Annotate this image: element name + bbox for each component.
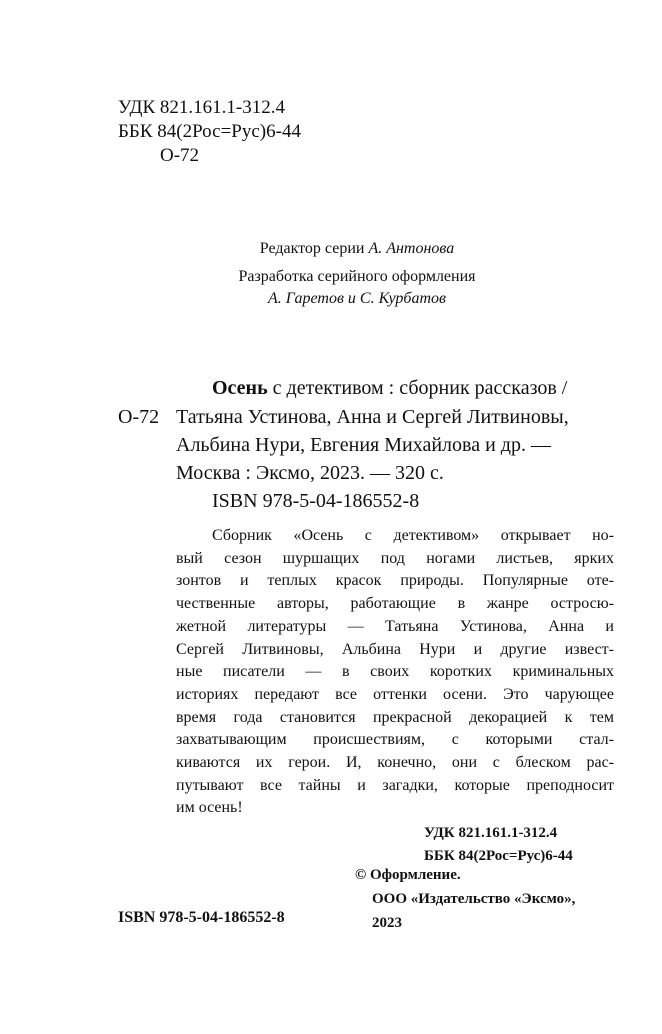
annotation bbox=[176, 525, 614, 820]
bottom-udk: УДК 821.161.1-312.4 bbox=[424, 825, 558, 841]
biblio-title-line bbox=[212, 374, 567, 402]
annotation-line: жетной литературы — Татьяна Устинова, Анна и bbox=[176, 617, 614, 635]
annotation-line: захватывающим происшествиям, с которыми стал- bbox=[176, 731, 614, 749]
biblio-publisher-line: Москва : Эксмо, 2023. — 320 с. bbox=[176, 462, 444, 484]
copyright-line1: © Оформление. bbox=[355, 867, 461, 883]
series-editor-name: А. Антонова bbox=[368, 240, 455, 257]
design-names: А. Гаретов и С. Курбатов bbox=[268, 290, 446, 307]
bottom-bbk: ББК 84(2Рос=Рус)6-44 bbox=[424, 848, 573, 864]
copyright-line2: ООО «Издательство «Эксмо», bbox=[372, 891, 576, 907]
biblio-authors-line1: Татьяна Устинова, Анна и Сергей Литвиновы, bbox=[176, 406, 569, 428]
annotation-line: киваются их герои. И, конечно, они с блеском рас- bbox=[176, 754, 614, 772]
biblio-authors-line2: Альбина Нури, Евгения Михайлова и др. — bbox=[176, 434, 551, 456]
book-title: Осень bbox=[212, 377, 268, 399]
bbk-code: ББК 84(2Рос=Рус)6-44 bbox=[118, 121, 301, 142]
annotation-line: им осень! bbox=[176, 799, 243, 817]
book-subtitle: с детективом : сборник рассказов / bbox=[267, 377, 568, 399]
annotation-line: Сергей Литвиновы, Альбина Нури и другие извест- bbox=[176, 640, 614, 658]
annotation-line: путывают все тайны и загадки, которые преподносит bbox=[176, 776, 614, 794]
bottom-isbn: ISBN 978-5-04-186552-8 bbox=[118, 909, 285, 926]
annotation-line: историях передают все оттенки осени. Это чарующее bbox=[176, 685, 614, 703]
author-mark: О-72 bbox=[160, 145, 200, 166]
series-editor-label: Редактор серии bbox=[259, 240, 365, 257]
annotation-line: чественные авторы, работающие в жанре остросю- bbox=[176, 595, 614, 613]
udk-code: УДК 821.161.1-312.4 bbox=[118, 97, 285, 118]
annotation-line: зонтов и теплых красок природы. Популярные оте- bbox=[176, 572, 614, 590]
series-editor-line bbox=[157, 238, 557, 260]
copyright-line3: 2023 bbox=[372, 915, 402, 931]
biblio-author-mark: О-72 bbox=[118, 406, 160, 428]
annotation-line: ные писатели — в своих коротких криминальных bbox=[176, 663, 614, 681]
isbn-main: ISBN 978-5-04-186552-8 bbox=[212, 490, 420, 512]
annotation-line: время года становится прекрасной декорацией к тем bbox=[176, 708, 614, 726]
annotation-line: Сборник «Осень с детективом» открывает но- bbox=[212, 527, 614, 544]
design-label: Разработка серийного оформления bbox=[238, 268, 476, 285]
annotation-line: вый сезон шуршащих под ногами листьев, ярких bbox=[176, 549, 614, 567]
